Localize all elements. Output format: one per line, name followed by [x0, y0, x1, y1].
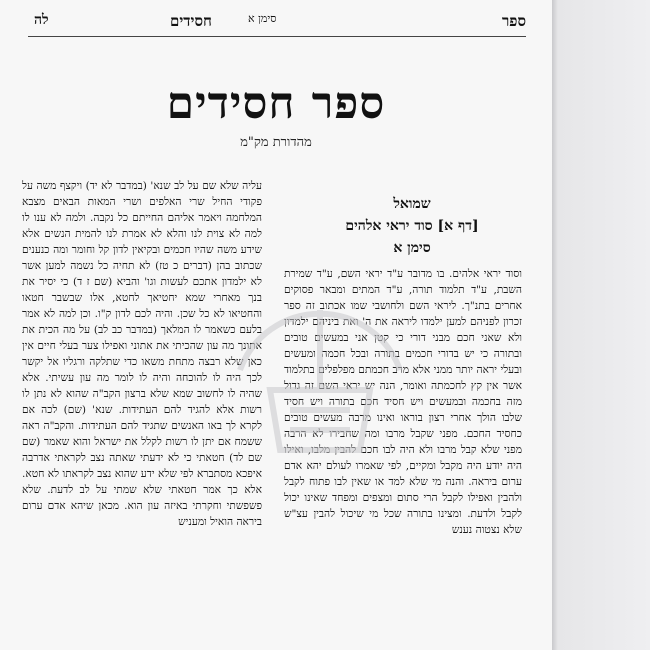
book-title: ספר חסידים: [166, 78, 386, 129]
header-rule: [28, 36, 526, 37]
section-heading: [דף א] סוד יראי אלהים: [345, 218, 479, 234]
siman-heading: סימן א: [393, 240, 431, 256]
page-number: לה: [34, 12, 49, 28]
running-header-siman: סימן א: [248, 12, 277, 25]
running-header-book: ספר: [501, 12, 526, 30]
page-edge-shadow: [552, 0, 650, 650]
right-text-column: וסוד יראי אלהים. בו מדובר ע"ד יראי השם, ע"ד שמירת השבת, ע"ד תלמוד תורה, ע"ד המתים ומבאר פסוקים אחרים בתנ"ך. ליראי השם ולחושבי שמו אכתוב זה ספר זכרון לפניהם למען ילמדו ליראה את ה' ואת ביניהם ילמדון ולא שאני חכם מבני דורי כי קטן אני במעשים טובים ובתורה כי יש בדורי חכמים בתורה ובכל חכמה ומעשים ובעלי יראה יותר ממני אלא מרב חכמתם מפלפלים בתלמוד אשר אין קץ לחכמתה ואומר, הנה יש יראי השם זה גדול מזה בחכמה ובמעשים ויש חסיד חכם בתורה ויש חסיד שלבו הולך אחרי רצון בוראו ואינו מרבה מעשים טובים כחסיד החכם. מפני שקבל מרבו ומה שחבירו לא הרבה מפני שלא קבל מרבו ולא היה לבו חכם להבין מלבו, ואילו היה יודע היה מקבל ומקיים, לפי שאמרו לעולם יהא אדם ערום ביראה. והנה מי שלא למד או שאין לבו פתוח לקבל ולהבין ואפילו לקבל הרי סתום ומצפים ומפחד שאינו יכול לקבל ולדעת. ומצינו בתורה שכל מי שיכול להבין עצ"ש שלא נצטוה נענש: [284, 268, 522, 536]
running-header-title: חסידים: [170, 12, 212, 30]
author-heading: שמואל: [393, 196, 431, 212]
left-text-column: עליה שלא שם על לב שנא' (במדבר לא יד) ויקצף משה על פקודי החיל שרי האלפים ושרי המאות הבאים מצבא המלחמה ויאמר אליהם החייתם כל נקבה. ולמה לא ענו לו למה לא צוית לנו והלא לא אמרת לנו להמית הנשים אלא שידע משה שהיו חכמים ובקיאין לדון קל וחומר ומה כנענים שכתוב בהן (דברים כ טז) לא תחיה כל נשמה למען אשר לא ילמדון אתכם לעשות וגו' והביא (שם ז ד) כי יסיר את בנך מאחרי שמא יחטיאך לחטא, אלו שבשבר חטאו והחטיאו לא כל שכן. והיה לכם לדון ק"ו. וכן למה לא אמר בלעם כשאמר לו המלאך (במדבר כב לב) על מה הכית את אתונך מה עון שהכיתי את אתוני ואפילו צער בעלי חיים אין כאן שלא רבצה מתחת משאו כדי שתלקה ורגליו אל יקשר לכך היה לו להוכחה והיה לו לומר מה עון עשיתי. אלא שהיה לו לחשוב שמא שלא ברצון הקב"ה שהוא לא נתן לו רשות אלא להגיד להם העתידות. שנא' (שם) לכה אם לקרא לך באו האנשים שתגיד להם העתידות. והקב"ה ראה ששמח אם יתן לו רשות לקלל את ישראל והוא שאמר (שם שם לד) חטאתי כי לא ידעתי שאתה נצב לקראתי אדרבה איפכא מסתברא לפי שלא ידע שהוא נצב לקראתו לא חטא. אלא כך אמר חטאתי שלא שמתי על לב לדעת. שלא פשפשתי וחקרתי באיזה עון הוא. מכאן שיהא אדם ערום ביראה הואיל ומעניש: [22, 180, 262, 528]
edition-subtitle: מהדורת מק"מ: [240, 135, 312, 150]
